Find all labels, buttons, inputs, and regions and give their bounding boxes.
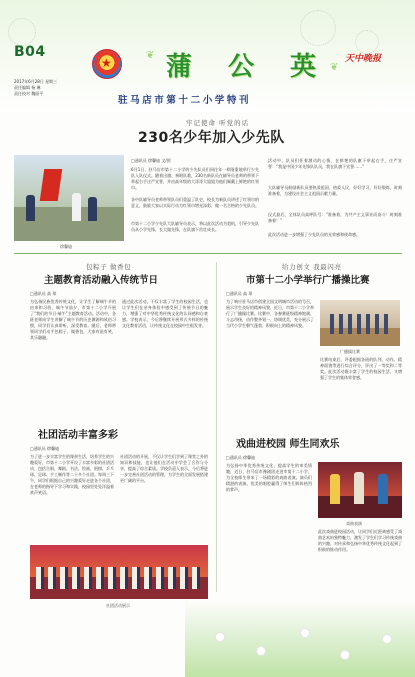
- lead-photo-caption: 徐馨迪: [60, 244, 72, 249]
- lead-paragraph: 此次活动进一步增强了少先队员的光荣感和使命感。: [268, 232, 360, 237]
- lead-byline: □通讯员 徐馨迪 文/图: [131, 158, 171, 163]
- issue-meta: [14, 79, 57, 98]
- flower-icon: [256, 646, 266, 656]
- figure-shape: [26, 195, 35, 221]
- flower-icon: [382, 634, 392, 644]
- story4-photo: [30, 545, 208, 599]
- story3-byline: □通讯员 高 琼: [226, 291, 253, 296]
- story5-paragraph: 此次戏曲进校园活动，让同学们近距离感受了戏曲艺术的独特魅力，激发了学生们学习传统戏曲的兴趣，对传承和弘扬中华优秀传统文化起到了积极的推动作用。: [318, 529, 402, 552]
- newspaper-brand: 天中晚报: [345, 54, 382, 64]
- story5-photo: [318, 462, 402, 518]
- dandelion-decoration: [300, 10, 336, 46]
- date-line: 2017年6月28日 星期三: [14, 79, 58, 84]
- dandelion-decoration: [8, 18, 36, 46]
- story2-kicker: 包粽子 做香包: [86, 263, 132, 271]
- story2-paragraph: 通过此次活动，不仅丰富了学生的校园生活，也让学生们在亲身体验中感受到了传统节日的魅力，增强了对中华优秀传统文化的认同感和自豪感。学校表示，今后将继续开展形式多样的传统文化教育活动，让传统文化在校园中生根发芽。: [122, 299, 208, 328]
- story2-paragraph: 为弘扬民族优秀传统文化，让学生了解端午节的由来和习俗，端午节前夕，市第十二小学开展了“我们的节日·端午”主题教育活动。活动中，各班老师向学生讲解了端午节的历史渊源和风俗习惯，同学们认真聆听，深受教育。随后，老师带领同学们动手包粽子、做香包，大家有说有笑，其乐融融。: [30, 299, 116, 340]
- editor-line: 责任编辑 杨 琳: [14, 85, 41, 91]
- story5-photo-caption: 戏曲表演: [346, 521, 362, 526]
- story5-paragraph: 为弘扬中华优秀传统文化，提高学生的审美情趣，近日，驻马店市豫剧团走进市第十二小学，为全校师生带来了一场精彩的戏曲表演。演员们精湛的表演、优美的唱腔赢得了师生们阵阵热烈的掌声。: [226, 463, 312, 492]
- lead-paragraph: 大队辅导员鼓励新队员要热爱祖国、热爱人民，好好学习，好好锻炼，时刻准备着，为建设社会主义祖国贡献力量。: [268, 185, 402, 196]
- choir-shape: [36, 567, 202, 589]
- lead-kicker: 牢记使命 听党的话: [186, 119, 250, 127]
- performer-shape: [354, 472, 364, 504]
- story2-headline: 主题教育活动融入传统节日: [44, 275, 159, 286]
- lead-paragraph: 6月1日，驻马店市第十二小学的少先队员们同往年一样隆重地举行少先队入队仪式。随着出旗、奏唱队歌，230名新队员在辅导员老师的带领下举起右手庄严宣誓，并由高年级的大哥哥大姐姐为他们佩戴上鲜艳的红领巾。: [131, 167, 259, 190]
- masthead-char: 英: [289, 52, 316, 82]
- flower-icon: [340, 650, 350, 660]
- flower-icon: [215, 632, 225, 642]
- masthead-char: 公: [227, 52, 254, 82]
- section-divider: [14, 253, 402, 254]
- school-logo: [92, 49, 122, 79]
- masthead-char: 蒲: [165, 52, 192, 82]
- leaf-icon: ❦: [330, 62, 339, 73]
- lead-paragraph: 市第十二小学少先队大队辅导员表示，将以此次活动为契机，引导少先队员从小学先锋、长大做先锋，在队旗下茁壮成长。: [131, 221, 259, 232]
- figure-shape: [88, 197, 97, 221]
- story4-headline: 社团活动丰富多彩: [38, 430, 118, 441]
- story3-headline: 市第十二小学举行广播操比赛: [246, 275, 370, 286]
- story3-photo-caption: 广播操比赛: [340, 349, 360, 354]
- story3-paragraph: 为了响应驻马店市创建全国文明城市活动的号召，展示学生良好的精神风貌，近日，市第十二小学举行了广播操比赛。比赛中，各参赛班级精神饱满、斗志昂扬，动作整齐划一、协调优美，充分展示了当代小学生朝气蓬勃、积极向上的精神风貌。: [226, 299, 314, 328]
- lead-paragraph: 仪式最后，全体队员高呼队号：“准备着，为共产主义事业而奋斗！时刻准备着！”: [268, 212, 402, 223]
- story4-byline: □通讯员 徐馨迪: [30, 446, 60, 451]
- flower-icon: [300, 628, 310, 638]
- star-icon: ★: [101, 56, 112, 70]
- lead-paragraph: 活动中，队员们怀着激动的心情，在鲜艳的队旗下举起右手，庄严宣誓：“我是中国少年先锋队队员，我在队旗下宣誓……”: [268, 158, 402, 169]
- performer-shape: [378, 474, 388, 504]
- story5-byline: □通讯员 徐馨迪: [226, 455, 256, 460]
- story3-kicker: 给力创文 我最闪亮: [282, 263, 342, 271]
- story4-photo-caption: 社团活动展示: [106, 603, 130, 608]
- lead-paragraph: 各中队辅导员老师带领队员们重温了队史，校长为新队员讲述了红领巾的意义，鼓励大家以实际行动为红领巾增光添彩，做一名合格的少先队员。: [131, 197, 259, 208]
- crowd-shape: [330, 314, 390, 334]
- leaf-icon: ❦: [146, 50, 155, 61]
- story3-photo: [320, 300, 400, 346]
- masthead: [0, 0, 415, 112]
- lead-headline: 230名少年加入少先队: [138, 130, 285, 146]
- story4-paragraph: 为了进一步丰富学生的课余生活，培养学生的兴趣爱好，市第十二小学开设了丰富多彩的社团活动，包括合唱、舞蹈、书法、绘画、围棋、乒乓球、足球、手工制作等二十多个社团。每周三下午，同学们根据自己的兴趣爱好走进各个社团，在老师的指导下学习和实践，校园里处处洋溢着欢声笑语。: [30, 454, 114, 495]
- column-divider: [216, 262, 217, 592]
- lead-photo: [14, 155, 124, 241]
- figure-shape: [72, 193, 81, 221]
- page-number: B04: [14, 44, 46, 60]
- performer-shape: [330, 474, 340, 504]
- masthead-subtitle: 驻马店市第十二小学特刊: [118, 95, 252, 106]
- masthead-title: [160, 49, 330, 85]
- story5-headline: 戏曲进校园 师生同欢乐: [236, 439, 340, 450]
- story2-byline: □通讯员 高 琼: [30, 291, 57, 296]
- proofreader-line: 责任校对 魏丽平: [14, 91, 44, 97]
- story3-paragraph: 比赛结束后，评委根据各班的队列、动作、精神面貌等进行综合评分，评出了一等奖和二等奖。此次活动既丰富了学生的校园生活，又增强了学生的集体荣誉感。: [320, 357, 402, 380]
- story4-paragraph: 社团活动的开展，不仅让学生们学到了课堂之外的知识和技能，也让他们在活动中学会了合作与分享，提高了综合素质。学校负责人表示，今后将进一步完善社团活动的管理，为学生的全面发展搭建更广阔的平台。: [120, 454, 208, 483]
